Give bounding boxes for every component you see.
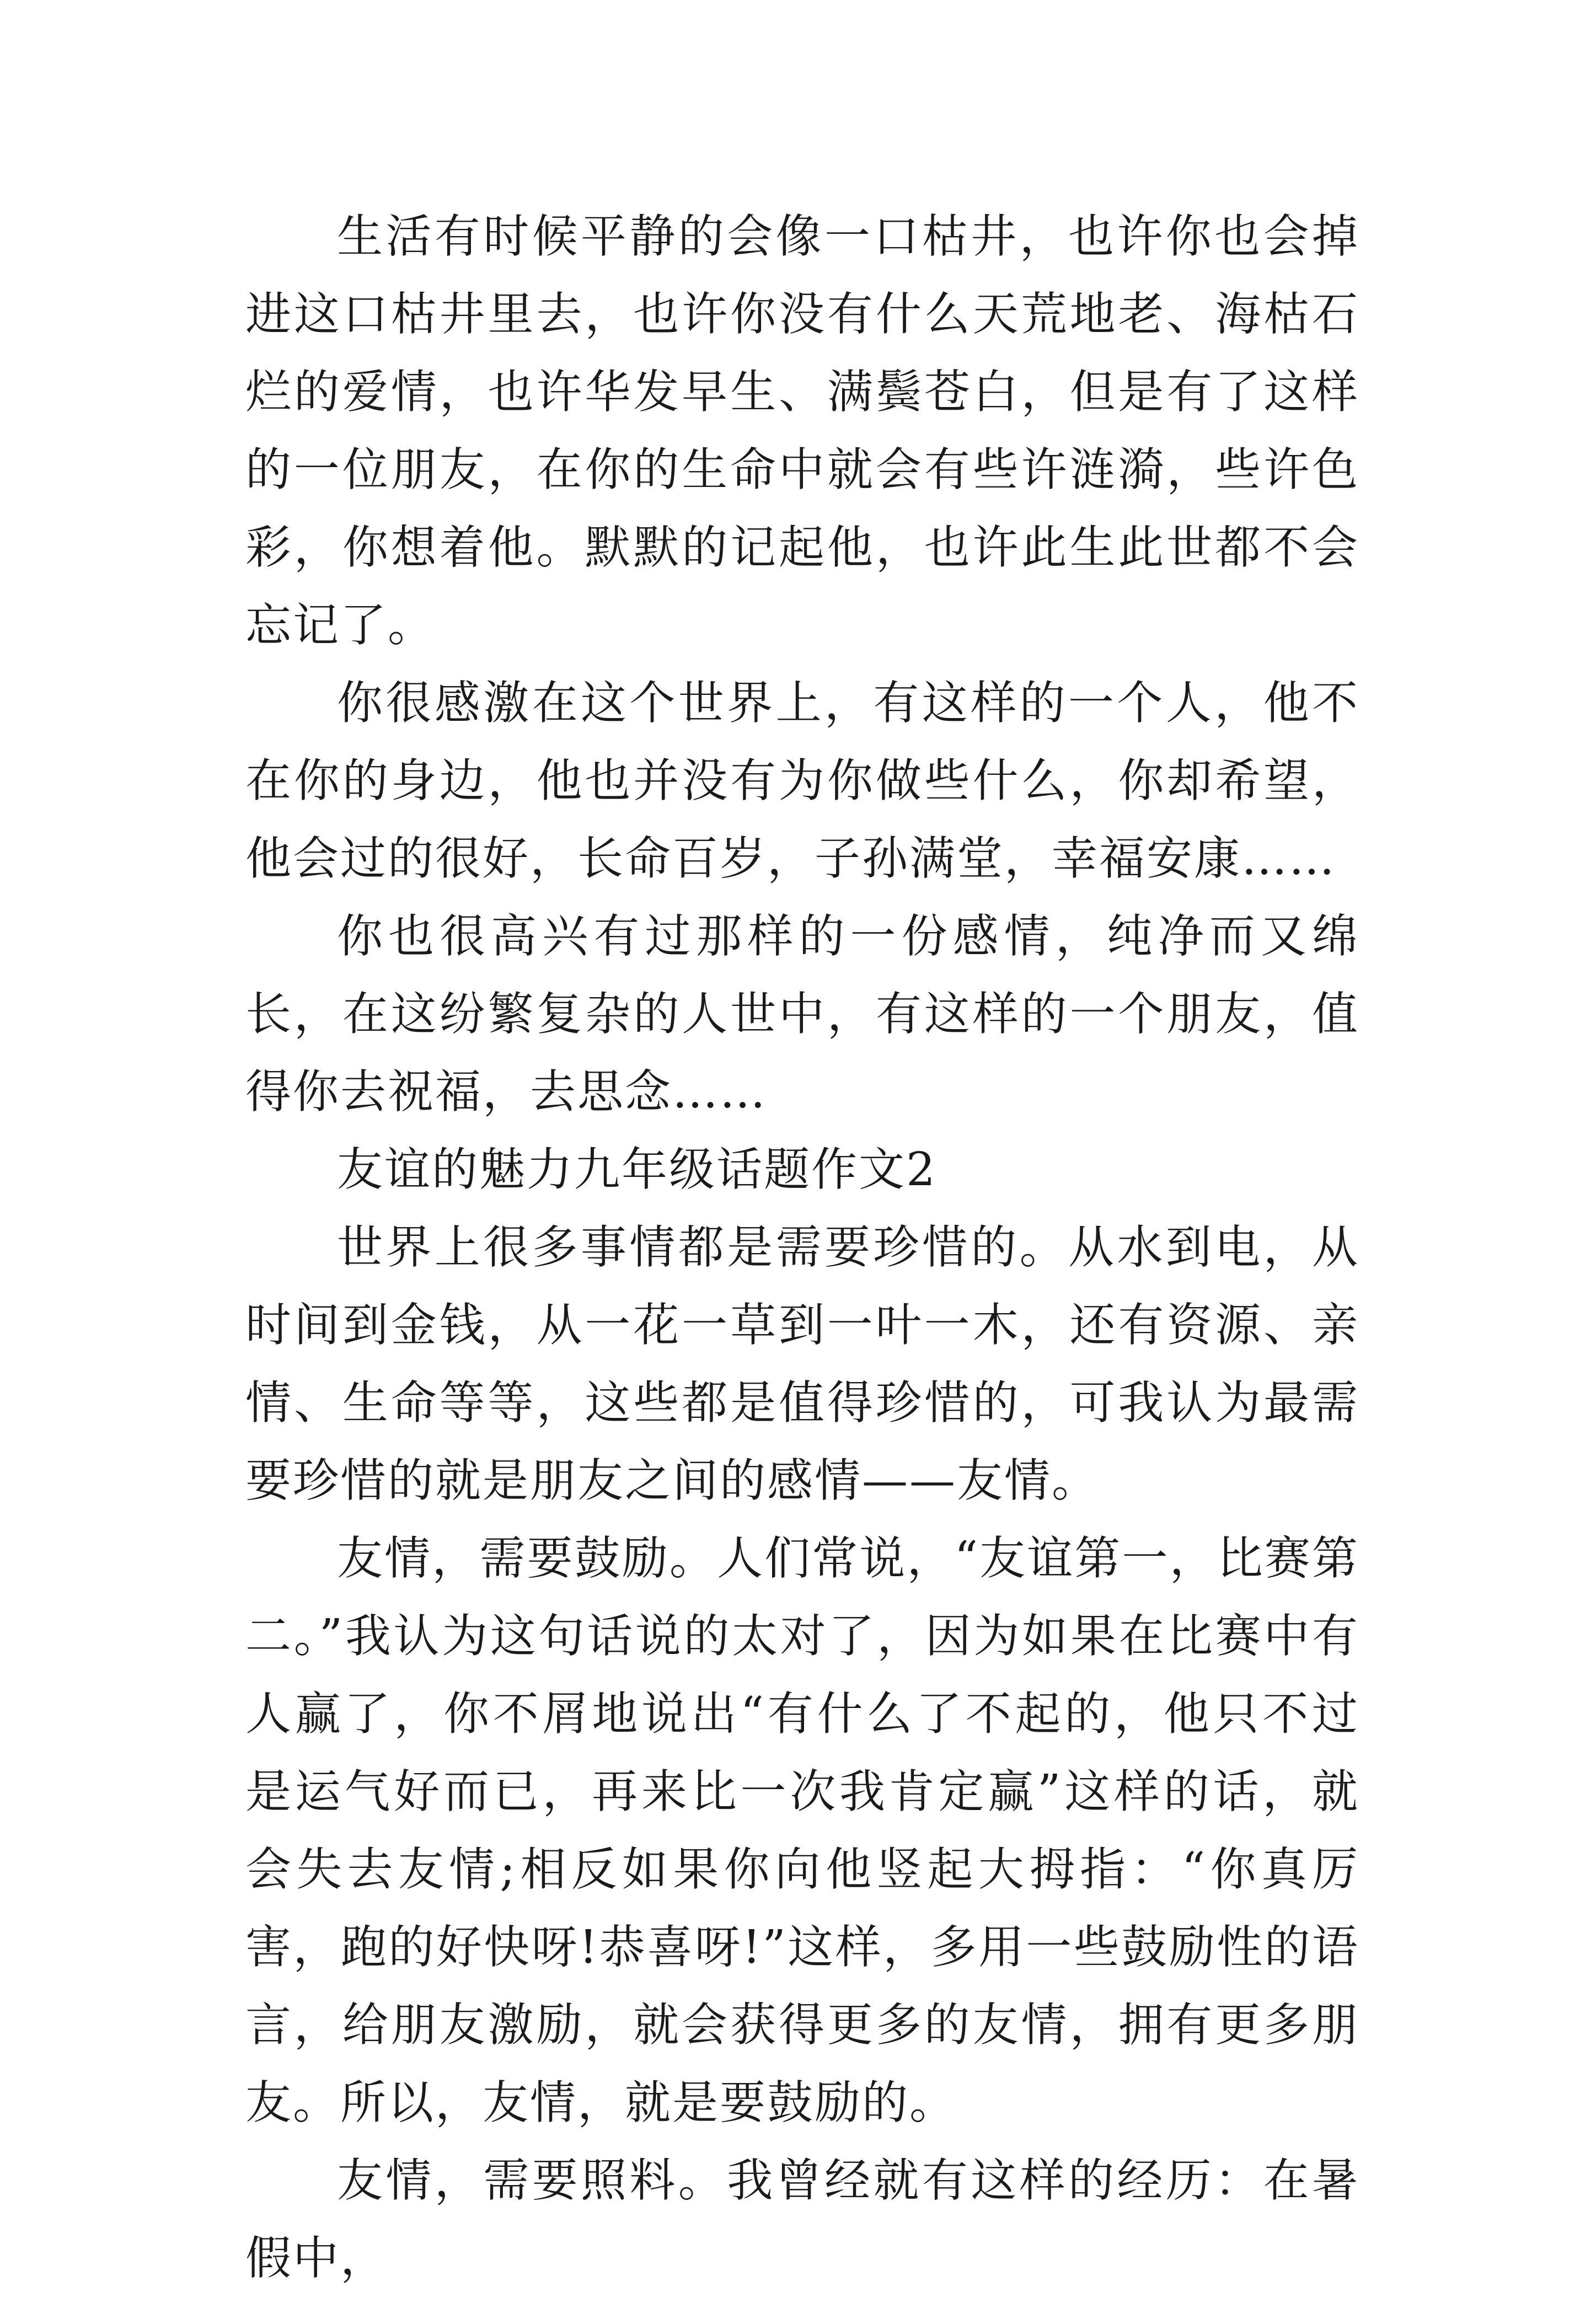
paragraph-1: 生活有时候平静的会像一口枯井，也许你也会掉进这口枯井里去，也许你没有什么天荒地老、海枯石烂的爱情，也许华发早生、满鬓苍白，但是有了这样的一位朋友，在你的生命中就会有些许涟漪，些许色彩，你想着他。默默的记起他，也许此生此世都不会忘记了。 [245,210,1359,652]
paragraph-4: 世界上很多事情都是需要珍惜的。从水到电，从时间到金钱，从一花一草到一叶一木，还有资源、亲情、生命等等，这些都是值得珍惜的，可我认为最需要珍惜的就是朋友之间的感情——友情。 [245,1220,1359,1507]
paragraph-5: 友情，需要鼓励。人们常说，“友谊第一，比赛第二。”我认为这句话说的太对了，因为如果在比赛中有人赢了，你不屑地说出“有什么了不起的，他只不过是运气好而已，再来比一次我肯定赢”这样的话，就会失去友情;相反如果你向他竖起大拇指：“你真厉害，跑的好快呀!恭喜呀!”这样，多用一些鼓励性的语言，给朋友激励，就会获得更多的友情，拥有更多朋友。所以，友情，就是要鼓励的。 [245,1532,1359,2129]
paragraph-6: 友情，需要照料。我曾经就有这样的经历：在暑假中， [245,2154,1359,2285]
essay-text [245,197,1359,2297]
paragraph-2: 你很感激在这个世界上，有这样的一个人，他不在你的身边，他也并没有为你做些什么，你却希望，他会过的很好，长命百岁，子孙满堂，幸福安康…… [245,676,1359,885]
essay-heading: 友谊的魅力九年级话题作文2 [337,1143,937,1196]
paragraph-3: 你也很高兴有过那样的一份感情，纯净而又绵长，在这纷繁复杂的人世中，有这样的一个朋友，值得你去祝福，去思念…… [245,909,1359,1118]
